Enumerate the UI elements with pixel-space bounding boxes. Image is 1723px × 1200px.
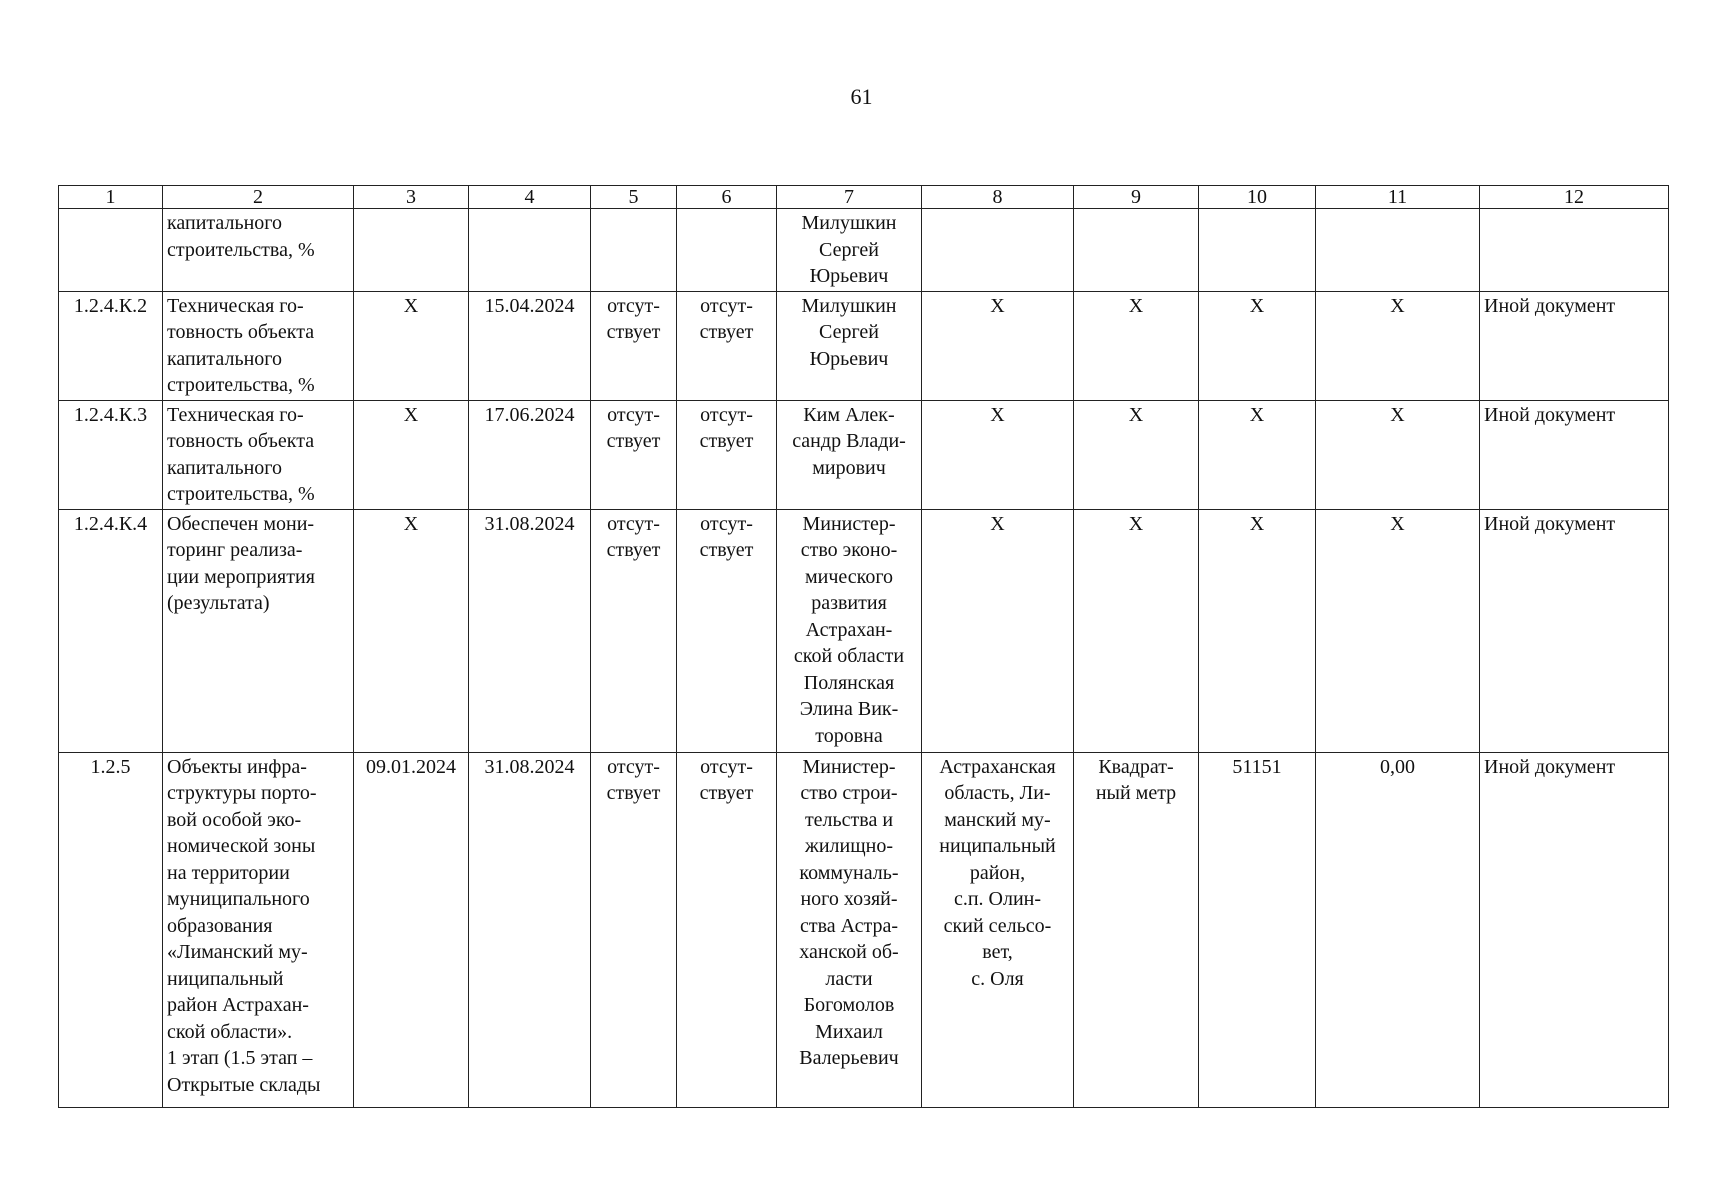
responsible-cell: Ким Алек- сандр Влади- мирович: [777, 400, 922, 509]
predecessor-cell: [591, 209, 677, 292]
column-header-10: 10: [1199, 186, 1316, 209]
start-date-cell: X: [354, 291, 469, 400]
responsible-cell: Милушкин Сергей Юрьевич: [777, 291, 922, 400]
column-header-12: 12: [1480, 186, 1669, 209]
row-name-cell: Техническая го- товность объекта капитального строительства, %: [163, 400, 354, 509]
column-header-9: 9: [1074, 186, 1199, 209]
responsible-cell: Министер- ство эконо- мического развития Астрахан- ской области Полянская Элина Вик- торовна: [777, 509, 922, 752]
column-header-4: 4: [469, 186, 591, 209]
end-date-cell: 15.04.2024: [469, 291, 591, 400]
table-row: [59, 209, 1669, 292]
start-date-cell: X: [354, 400, 469, 509]
row-number-cell: 1.2.5: [59, 752, 163, 1107]
address-cell: X: [922, 509, 1074, 752]
start-date-cell: 09.01.2024: [354, 752, 469, 1107]
table-row: [59, 752, 1669, 1107]
address-cell: X: [922, 291, 1074, 400]
start-date-cell: [354, 209, 469, 292]
column-header-2: 2: [163, 186, 354, 209]
responsible-cell: Министер- ство строи- тельства и жилищно- коммуналь- ного хозяй- ства Астра- ханской об- ласти Богомолов Михаил Валерьевич: [777, 752, 922, 1107]
document-cell: Иной документ: [1480, 400, 1669, 509]
end-date-cell: [469, 209, 591, 292]
predecessor-cell: отсут- ствует: [591, 752, 677, 1107]
column-header-5: 5: [591, 186, 677, 209]
successor-cell: отсут- ствует: [677, 752, 777, 1107]
sum-cell: X: [1316, 400, 1480, 509]
sum-cell: X: [1316, 291, 1480, 400]
row-name-cell: Обеспечен мони- торинг реализа- ции мероприятия (результата): [163, 509, 354, 752]
row-number-cell: [59, 209, 163, 292]
end-date-cell: 17.06.2024: [469, 400, 591, 509]
document-cell: [1480, 209, 1669, 292]
successor-cell: [677, 209, 777, 292]
row-number-cell: 1.2.4.К.3: [59, 400, 163, 509]
sum-cell: 0,00: [1316, 752, 1480, 1107]
unit-cell: [1074, 209, 1199, 292]
table-row: [59, 291, 1669, 400]
table-row: [59, 400, 1669, 509]
value-cell: 51151: [1199, 752, 1316, 1107]
document-cell: Иной документ: [1480, 291, 1669, 400]
table-row: [59, 509, 1669, 752]
successor-cell: отсут- ствует: [677, 291, 777, 400]
results-table: [58, 185, 1669, 1108]
predecessor-cell: отсут- ствует: [591, 400, 677, 509]
unit-cell: Квадрат- ный метр: [1074, 752, 1199, 1107]
column-header-1: 1: [59, 186, 163, 209]
column-number-row: [59, 186, 1669, 209]
value-cell: X: [1199, 400, 1316, 509]
value-cell: X: [1199, 509, 1316, 752]
unit-cell: X: [1074, 509, 1199, 752]
row-name-cell: капитального строительства, %: [163, 209, 354, 292]
unit-cell: X: [1074, 291, 1199, 400]
predecessor-cell: отсут- ствует: [591, 291, 677, 400]
end-date-cell: 31.08.2024: [469, 509, 591, 752]
row-number-cell: 1.2.4.К.4: [59, 509, 163, 752]
responsible-cell: Милушкин Сергей Юрьевич: [777, 209, 922, 292]
row-number-cell: 1.2.4.К.2: [59, 291, 163, 400]
value-cell: X: [1199, 291, 1316, 400]
end-date-cell: 31.08.2024: [469, 752, 591, 1107]
row-name-cell: Объекты инфра- структуры порто- вой особой эко- номической зоны на территории муниципального образования «Лиманский му- ниципальный район Астрахан- ской области». 1 этап (1.5 этап – Открытые склады: [163, 752, 354, 1107]
successor-cell: отсут- ствует: [677, 509, 777, 752]
column-header-8: 8: [922, 186, 1074, 209]
sum-cell: [1316, 209, 1480, 292]
predecessor-cell: отсут- ствует: [591, 509, 677, 752]
address-cell: [922, 209, 1074, 292]
document-cell: Иной документ: [1480, 509, 1669, 752]
unit-cell: X: [1074, 400, 1199, 509]
column-header-6: 6: [677, 186, 777, 209]
column-header-7: 7: [777, 186, 922, 209]
page-number: 61: [850, 84, 873, 109]
successor-cell: отсут- ствует: [677, 400, 777, 509]
address-cell: X: [922, 400, 1074, 509]
sum-cell: X: [1316, 509, 1480, 752]
row-name-cell: Техническая го- товность объекта капитального строительства, %: [163, 291, 354, 400]
document-cell: Иной документ: [1480, 752, 1669, 1107]
column-header-3: 3: [354, 186, 469, 209]
start-date-cell: X: [354, 509, 469, 752]
address-cell: Астраханская область, Ли- манский му- ниципальный район, с.п. Олин- ский сельсо- вет, с. Оля: [922, 752, 1074, 1107]
value-cell: [1199, 209, 1316, 292]
column-header-11: 11: [1316, 186, 1480, 209]
